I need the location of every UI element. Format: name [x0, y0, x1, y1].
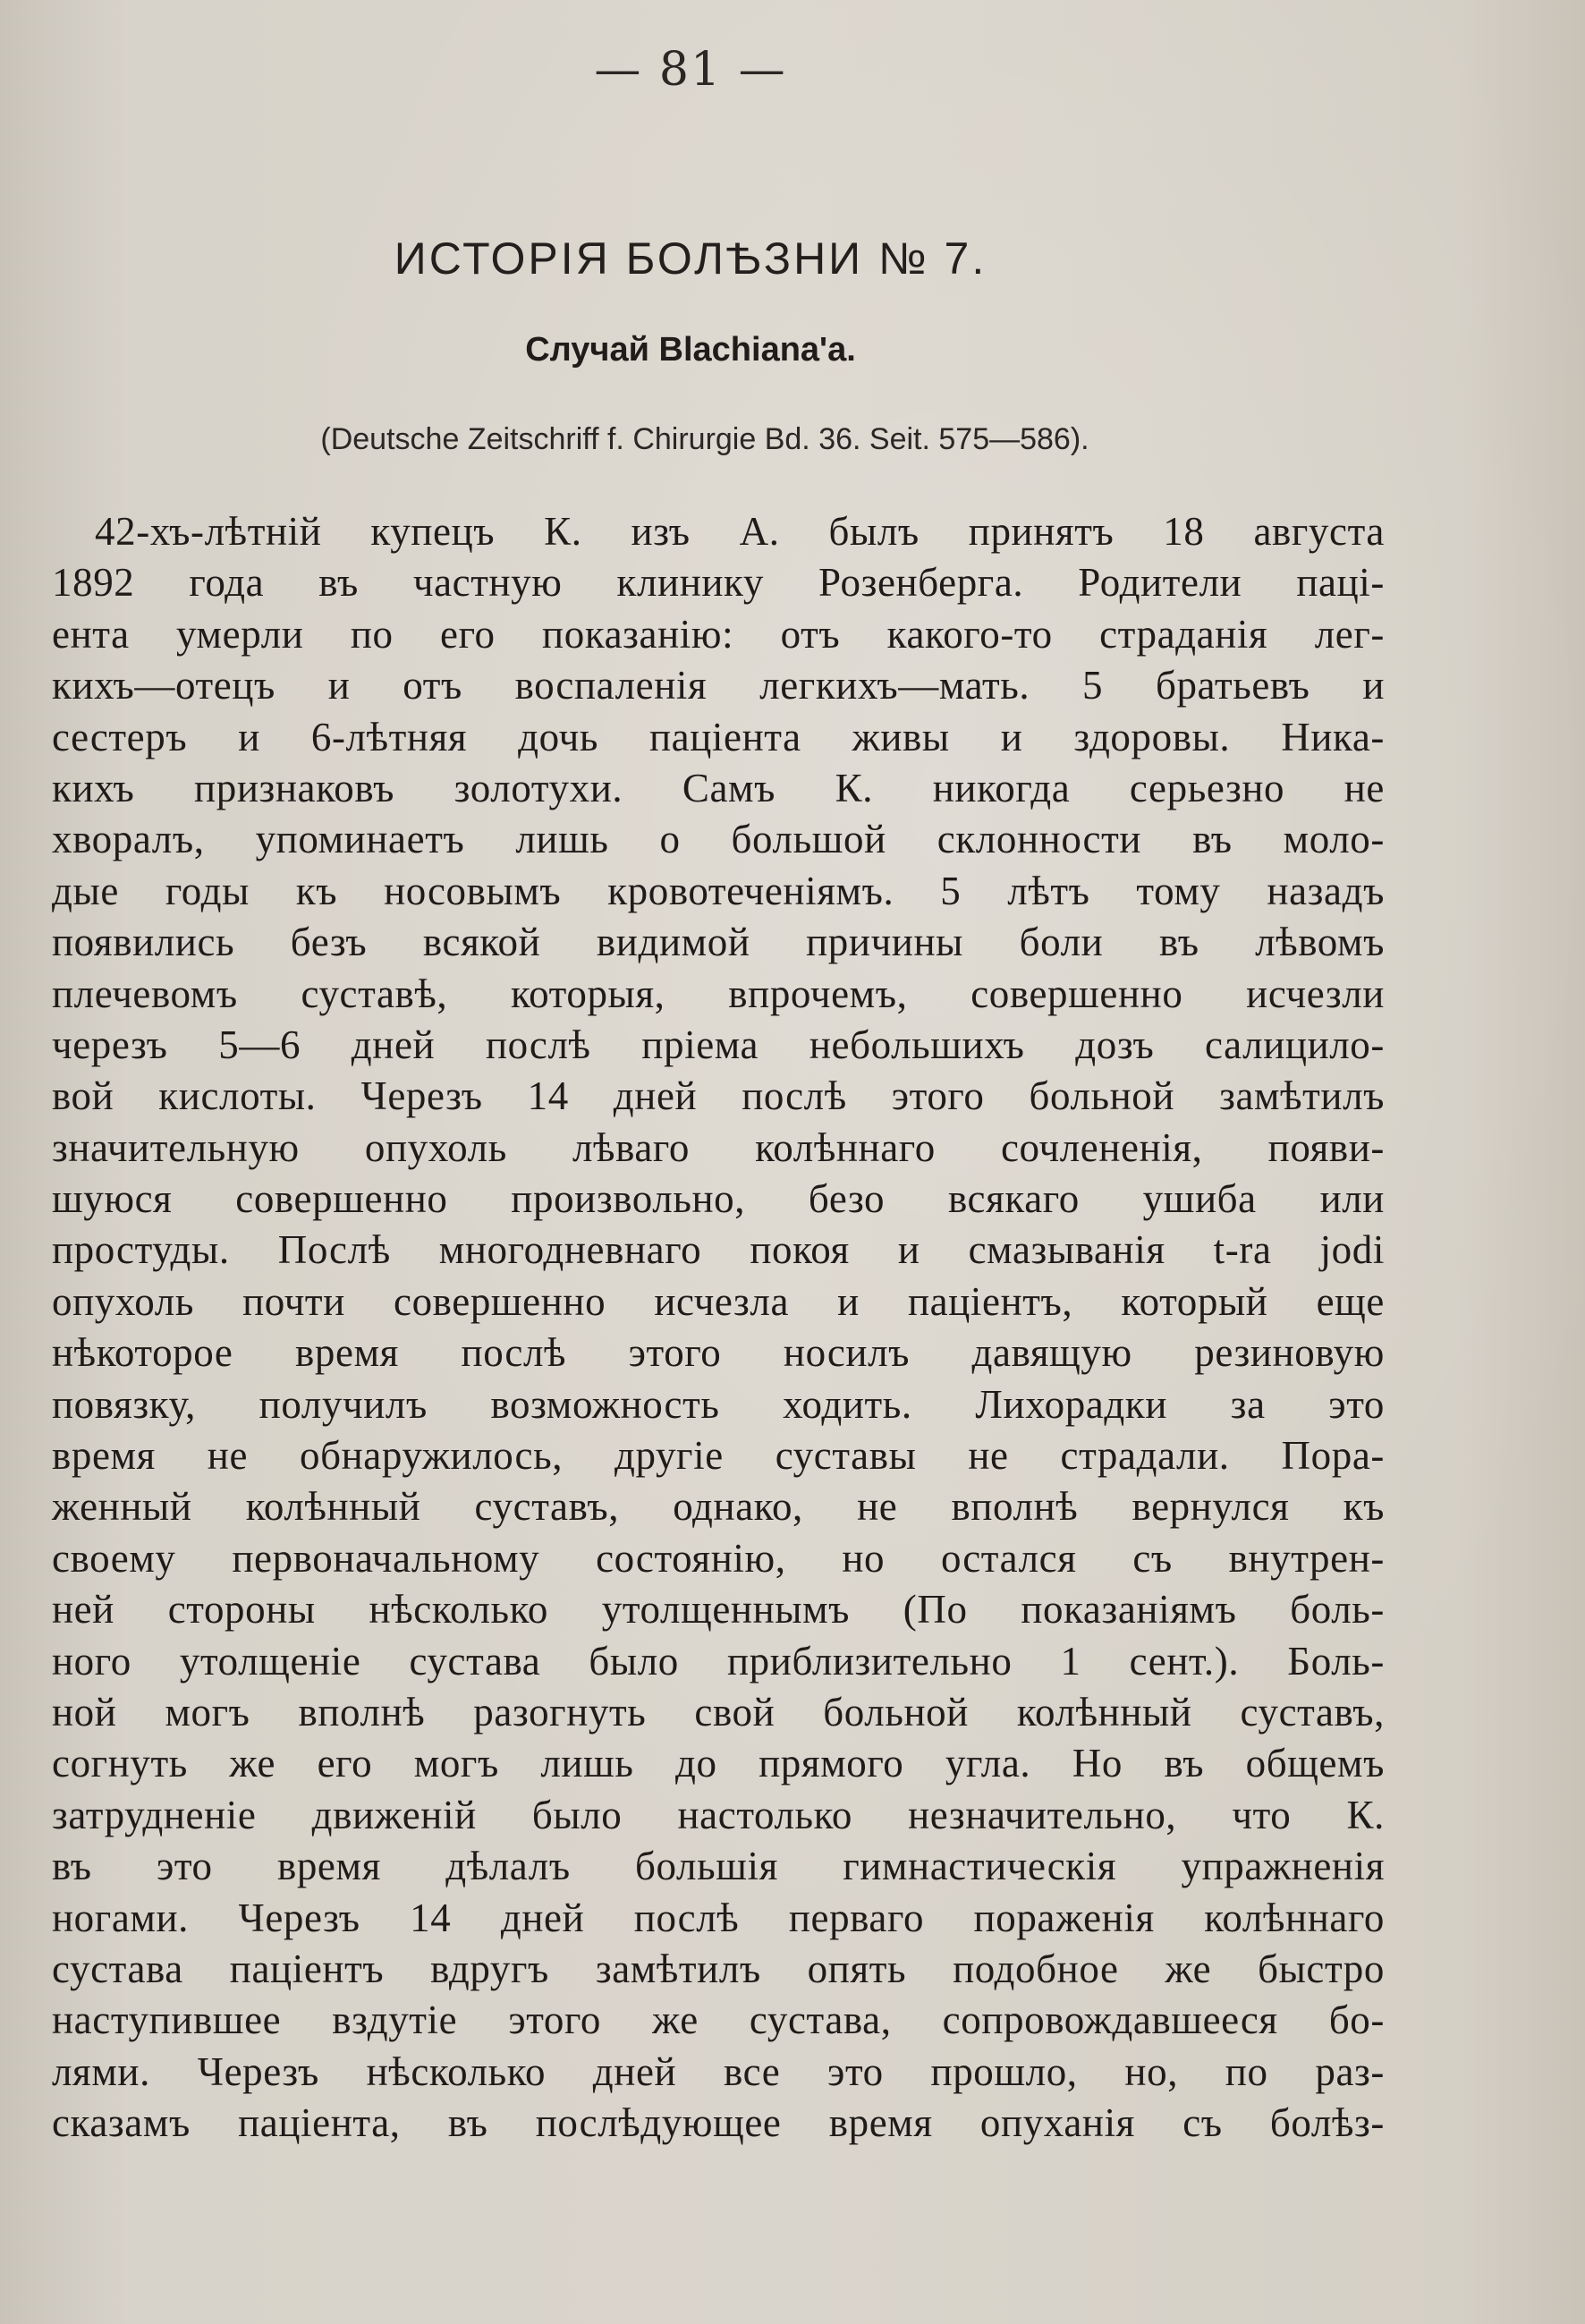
body-line: время не обнаружилось, другіе суставы не страдали. Пора- [52, 1433, 1385, 1479]
citation: (Deutsche Zeitschriff f. Chirurgie Bd. 36. Seit. 575—586). [320, 422, 1089, 456]
body-line: ной могъ вполнѣ разогнуть свой больной колѣнный суставъ, [52, 1689, 1385, 1735]
body-line: ногами. Черезъ 14 дней послѣ перваго пораженія колѣннаго [52, 1895, 1385, 1940]
body-line: ента умерли по его показанію: отъ какого-то страданія лег- [52, 611, 1385, 657]
body-text [52, 506, 1385, 2150]
body-line: нѣкоторое время послѣ этого носилъ давящую резиновую [52, 1330, 1385, 1376]
body-line: опухоль почти совершенно исчезла и паціентъ, который еще [52, 1278, 1385, 1324]
body-line: кихъ—отецъ и отъ воспаленія легкихъ—мать. 5 братьевъ и [52, 663, 1385, 708]
body-line: дые годы къ носовымъ кровотеченіямъ. 5 лѣтъ тому назадъ [52, 868, 1385, 913]
body-line: значительную опухоль лѣваго колѣннаго сочлененія, появи- [52, 1124, 1385, 1170]
body-line: хворалъ, упоминаетъ лишь о большой склонности въ моло- [52, 817, 1385, 862]
case-title: Случай Blachiana'a. [525, 331, 856, 369]
body-line: черезъ 5—6 дней послѣ пріема небольшихъ дозъ салицило- [52, 1022, 1385, 1067]
body-line: лями. Черезъ нѣсколько дней все это прошло, но, по раз- [52, 2048, 1385, 2094]
body-line: повязку, получилъ возможность ходить. Лихорадки за это [52, 1381, 1385, 1427]
body-line: вой кислоты. Черезъ 14 дней послѣ этого больной замѣтилъ [52, 1073, 1385, 1119]
body-line: ного утолщеніе сустава было приблизительно 1 сент.). Боль- [52, 1638, 1385, 1684]
body-line: сказамъ паціента, въ послѣдующее время опуханія съ болѣз- [52, 2100, 1385, 2146]
page-number: — 81 — [594, 43, 787, 97]
body-line: простуды. Послѣ многодневнаго покоя и смазыванія t-ra jodi [52, 1227, 1385, 1273]
body-line: сестеръ и 6-лѣтняя дочь паціента живы и здоровы. Ника- [52, 714, 1385, 759]
body-line: ней стороны нѣсколько утолщеннымъ (По показаніямъ боль- [52, 1587, 1385, 1633]
body-line: въ это время дѣлалъ большія гимнастическія упражненія [52, 1844, 1385, 1889]
body-line: сустава паціентъ вдругъ замѣтилъ опять подобное же быстро [52, 1946, 1385, 1991]
body-line: женный колѣнный суставъ, однако, не вполнѣ вернулся къ [52, 1484, 1385, 1530]
body-line: плечевомъ суставѣ, которыя, впрочемъ, совершенно исчезли [52, 971, 1385, 1016]
body-line: кихъ признаковъ золотухи. Самъ К. никогда серьезно не [52, 765, 1385, 810]
body-line: 1892 года въ частную клинику Розенберга. Родители паці- [52, 560, 1385, 606]
body-line: появились безъ всякой видимой причины боли въ лѣвомъ [52, 920, 1385, 965]
body-line: затрудненіе движеній было настолько незначительно, что К. [52, 1792, 1385, 1837]
body-line: своему первоначальному состоянію, но остался съ внутрен- [52, 1535, 1385, 1581]
body-line: согнуть же его могъ лишь до прямого угла. Но въ общемъ [52, 1741, 1385, 1786]
body-line: шуюся совершенно произвольно, безо всякаго ушиба или [52, 1176, 1385, 1222]
body-line: наступившее вздутіе этого же сустава, сопровождавшееся бо- [52, 1997, 1385, 2043]
chapter-heading: ИСТОРІЯ БОЛѢЗНИ № 7. [394, 233, 987, 284]
body-line: 42-хъ-лѣтній купецъ К. изъ А. былъ принятъ 18 августа [95, 509, 1385, 554]
